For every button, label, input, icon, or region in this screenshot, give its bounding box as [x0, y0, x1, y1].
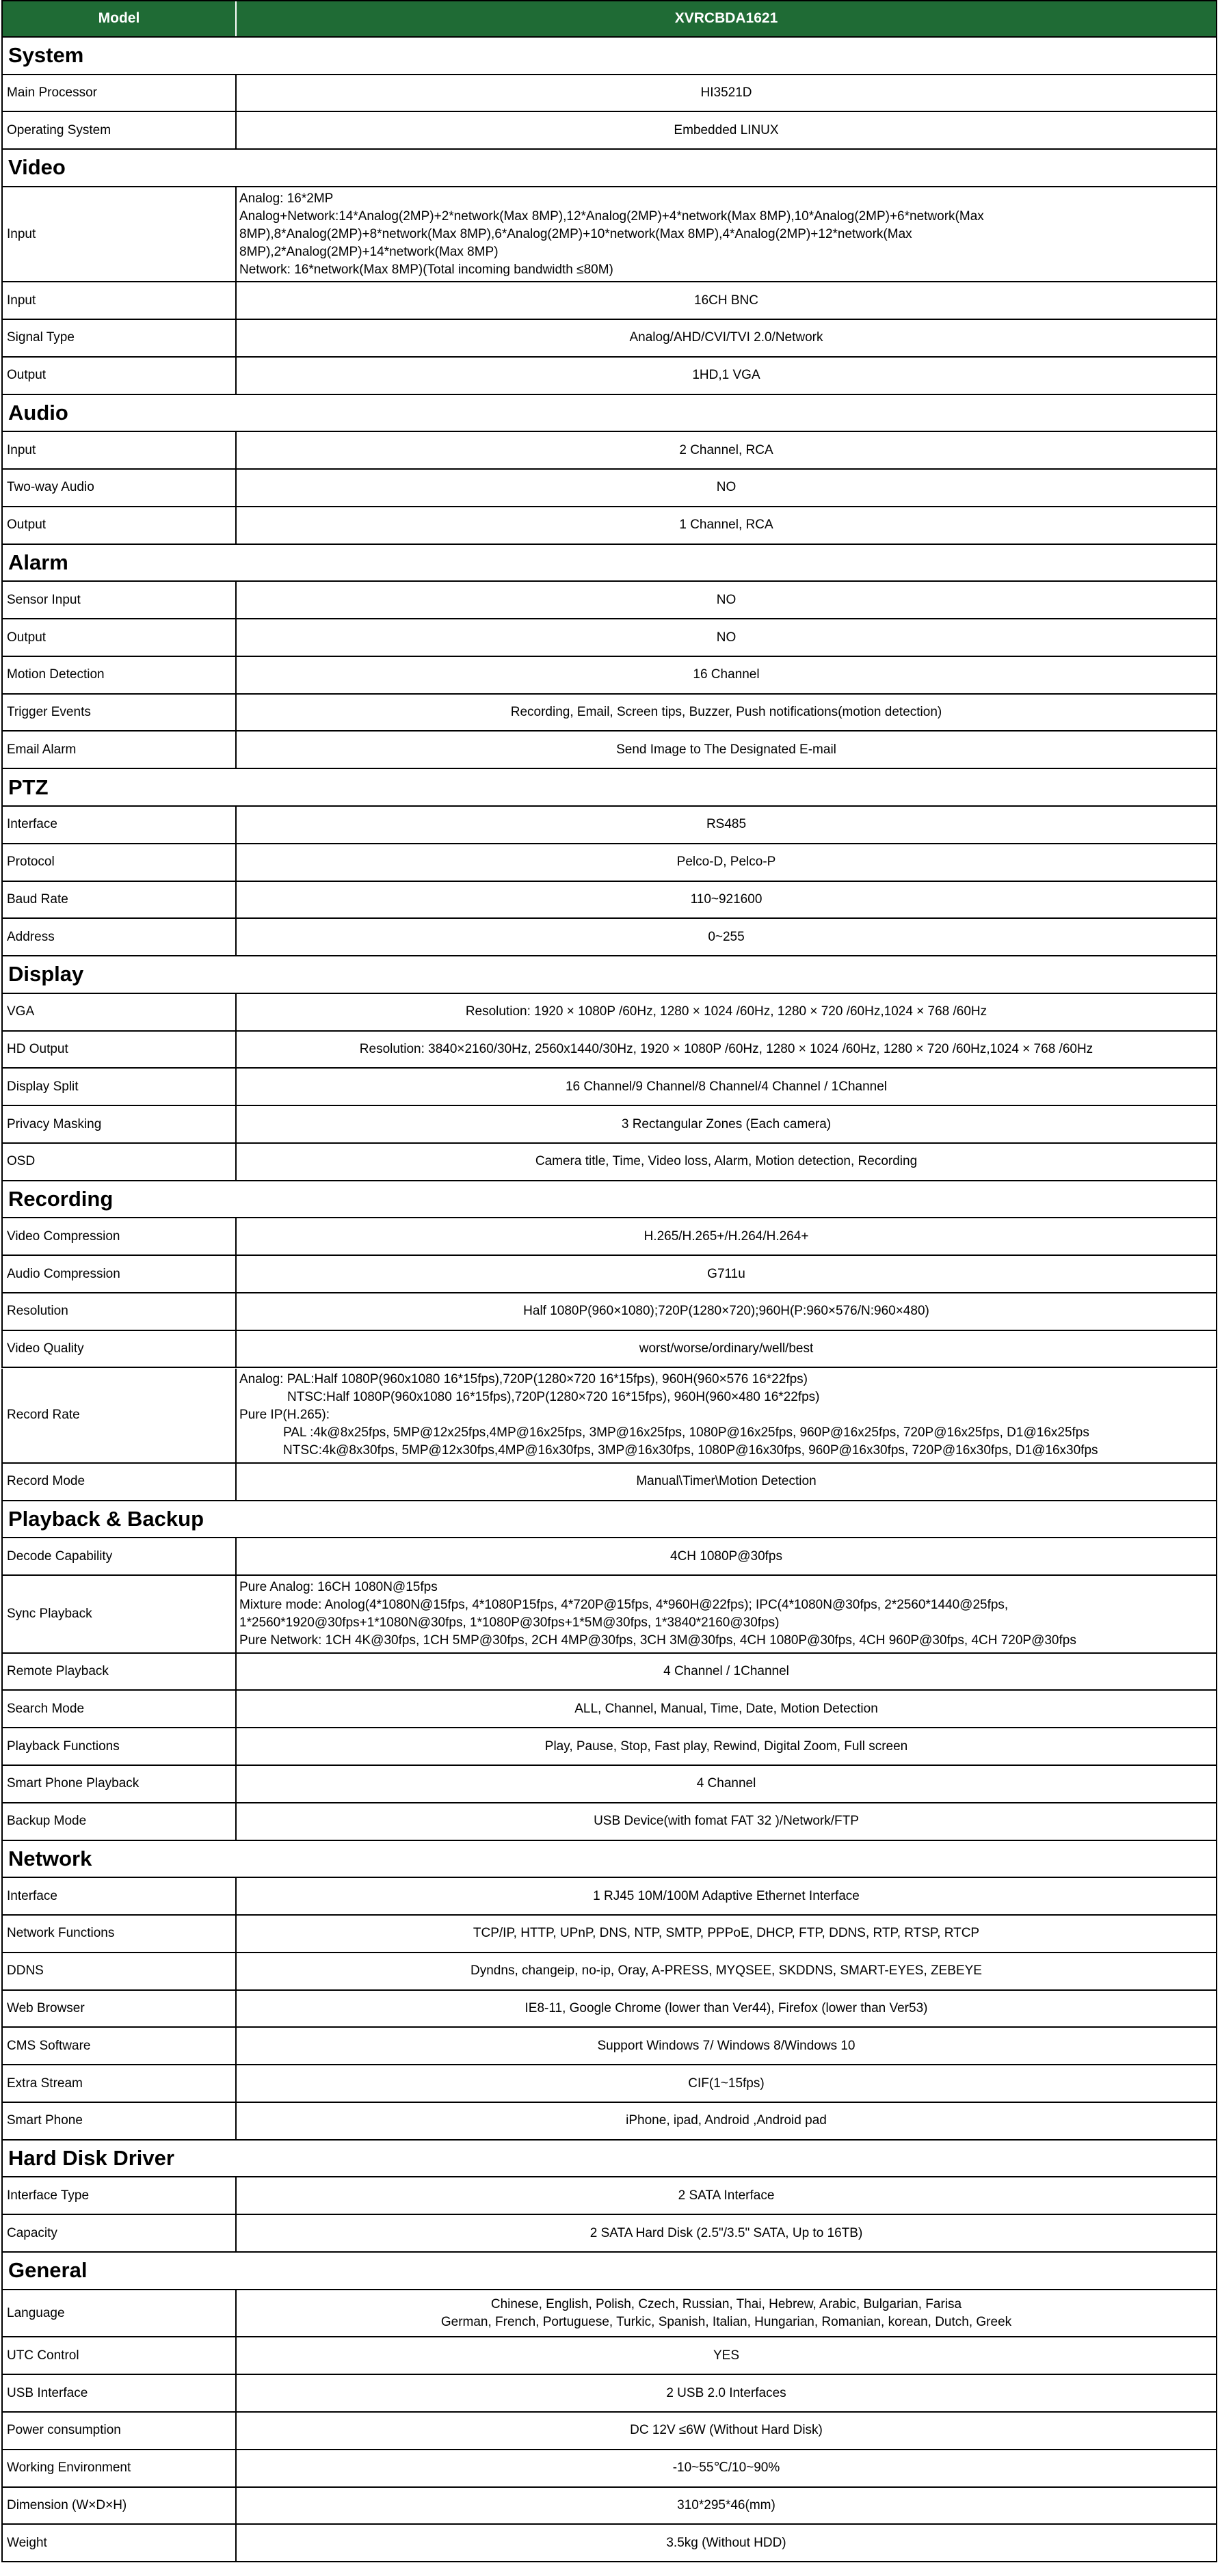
model-value: XVRCBDA1621 — [674, 10, 778, 27]
spec-row — [1, 2525, 1217, 2562]
spec-label: Weight — [3, 2525, 237, 2561]
spec-row — [1, 732, 1217, 769]
spec-row — [1, 1878, 1217, 1916]
spec-row — [1, 2028, 1217, 2065]
spec-value-lines — [239, 1579, 1076, 1650]
spec-row — [1, 1691, 1217, 1728]
spec-label: Output — [3, 619, 237, 656]
spec-value: Resolution: 3840×2160/30Hz, 2560x1440/30Hz, 1920 × 1080P /60Hz, 1280 × 1024 /60Hz, 1280 × 720 /60Hz,1024 × 768 /60Hz — [359, 1041, 1093, 1056]
spec-row — [1, 1464, 1217, 1501]
spec-label: Input — [3, 432, 237, 468]
spec-value-line: NTSC:Half 1080P(960x1080 16*15fps),720P(1280×720 16*15fps), 960H(960×480 16*22fps) — [287, 1390, 820, 1405]
spec-row — [1, 582, 1217, 619]
spec-label: Input — [3, 282, 237, 319]
spec-label: Decode Capability — [3, 1538, 237, 1574]
spec-value — [237, 1576, 1216, 1652]
spec-value: NO — [716, 480, 737, 495]
section-heading-alarm: Alarm — [1, 545, 1217, 582]
spec-row — [1, 1218, 1217, 1256]
spec-row — [1, 1728, 1217, 1766]
spec-label: Resolution — [3, 1293, 237, 1330]
spec-value: HI3521D — [700, 85, 752, 100]
spec-row — [1, 282, 1217, 320]
spec-row — [1, 187, 1217, 282]
spec-value-line: Pure Network: 1CH 4K@30fps, 1CH 5MP@30fps, 2CH 4MP@30fps, 3CH 3M@30fps, 4CH 1080P@30fps, 4CH 960P@30fps, 4CH 720P@30fps — [239, 1633, 1076, 1648]
spec-value: Support Windows 7/ Windows 8/Windows 10 — [597, 2038, 856, 2053]
spec-value: 3 Rectangular Zones (Each camera) — [621, 1116, 832, 1131]
spec-row — [1, 432, 1217, 470]
section-heading-ptz: PTZ — [1, 769, 1217, 807]
spec-label: Main Processor — [3, 75, 237, 111]
spec-value-line: Analog: PAL:Half 1080P(960x1080 16*15fps),720P(1280×720 16*15fps), 960H(960×576 16*22fps) — [239, 1372, 808, 1387]
spec-label: Video Quality — [3, 1331, 237, 1367]
spec-row — [1, 807, 1217, 844]
spec-value: Pelco-D, Pelco-P — [676, 855, 776, 870]
spec-label: Smart Phone Playback — [3, 1766, 237, 1802]
spec-label: Playback Functions — [3, 1728, 237, 1765]
spec-row — [1, 1953, 1217, 1991]
spec-label: Audio Compression — [3, 1256, 237, 1292]
spec-row — [1, 1576, 1217, 1654]
spec-label: USB Interface — [3, 2375, 237, 2411]
spec-value-lines — [239, 190, 984, 279]
spec-label: CMS Software — [3, 2028, 237, 2064]
section-heading-display: Display — [1, 956, 1217, 994]
spec-row — [1, 1144, 1217, 1181]
spec-row — [1, 1032, 1217, 1069]
section-heading-recording: Recording — [1, 1181, 1217, 1219]
spec-label: Sync Playback — [3, 1576, 237, 1652]
spec-row — [1, 695, 1217, 732]
spec-label: Baud Rate — [3, 882, 237, 918]
section-heading-playback-backup: Playback & Backup — [1, 1501, 1217, 1539]
spec-value: H.265/H.265+/H.264/H.264+ — [644, 1229, 809, 1244]
spec-row — [1, 882, 1217, 920]
spec-value: USB Device(with fomat FAT 32 )/Network/FTP — [594, 1814, 859, 1829]
spec-label: Language — [3, 2290, 237, 2337]
spec-row — [1, 2450, 1217, 2488]
spec-row — [1, 2177, 1217, 2215]
spec-value: 1 RJ45 10M/100M Adaptive Ethernet Interface — [593, 1888, 860, 1903]
spec-value: IE8-11, Google Chrome (lower than Ver44), Firefox (lower than Ver53) — [525, 2001, 928, 2015]
spec-value-line: Analog+Network:14*Analog(2MP)+2*network(Max 8MP),12*Analog(2MP)+4*network(Max 8MP),10*Analog(2MP)+6*network(Max — [239, 209, 984, 224]
spec-label: Backup Mode — [3, 1803, 237, 1840]
spec-label: Display Split — [3, 1069, 237, 1105]
spec-row — [1, 2413, 1217, 2450]
spec-row — [1, 1916, 1217, 1953]
spec-row — [1, 2103, 1217, 2141]
spec-row — [1, 1106, 1217, 1144]
spec-row — [1, 1331, 1217, 1369]
spec-row — [1, 2488, 1217, 2525]
spec-label: Output — [3, 358, 237, 394]
spec-label: Web Browser — [3, 1991, 237, 2027]
section-heading-general: General — [1, 2253, 1217, 2290]
spec-value: Embedded LINUX — [674, 122, 779, 137]
section-heading-hard-disk-driver: Hard Disk Driver — [1, 2141, 1217, 2178]
spec-value: 110~921600 — [690, 891, 762, 907]
spec-row — [1, 320, 1217, 358]
spec-value-line: Network: 16*network(Max 8MP)(Total incoming bandwidth ≤80M) — [239, 262, 613, 277]
spec-row — [1, 1654, 1217, 1691]
spec-value: 1 Channel, RCA — [679, 518, 773, 533]
spec-label: Network Functions — [3, 1916, 237, 1952]
spec-value: ALL, Channel, Manual, Time, Date, Motion Detection — [574, 1701, 878, 1716]
spec-value: Manual\Timer\Motion Detection — [636, 1474, 817, 1489]
spec-row — [1, 358, 1217, 395]
spec-row — [1, 1991, 1217, 2028]
spec-value: 2 Channel, RCA — [679, 442, 773, 457]
spec-value: Dyndns, changeip, no-ip, Oray, A-PRESS, MYQSEE, SKDDNS, SMART-EYES, ZEBEYE — [470, 1963, 982, 1978]
spec-value: 3.5kg (Without HDD) — [666, 2535, 786, 2550]
spec-row — [1, 1293, 1217, 1331]
spec-label: Interface — [3, 1878, 237, 1914]
spec-value-lines — [441, 2296, 1011, 2331]
spec-value-line: 8MP),8*Analog(2MP)+8*network(Max 8MP),6*Analog(2MP)+10*network(Max 8MP),4*Analog(2MP)+12*network(Max — [239, 226, 912, 241]
spec-row — [1, 1369, 1217, 1464]
spec-value: 310*295*46(mm) — [677, 2497, 775, 2512]
spec-value: Camera title, Time, Video loss, Alarm, Motion detection, Recording — [535, 1154, 918, 1169]
spec-label: Input — [3, 187, 237, 281]
spec-label: Address — [3, 919, 237, 955]
spec-label: VGA — [3, 994, 237, 1030]
spec-label: Sensor Input — [3, 582, 237, 618]
spec-value-line: NTSC:4k@8x30fps, 5MP@12x30fps,4MP@16x30fps, 3MP@16x30fps, 1080P@16x30fps, 960P@16x30fps, 720P@16x30fps, D1@16x30fps — [283, 1443, 1098, 1458]
spec-value: 16CH BNC — [694, 293, 758, 308]
spec-row — [1, 1069, 1217, 1106]
section-heading-video: Video — [1, 150, 1217, 187]
spec-row — [1, 1538, 1217, 1576]
spec-row — [1, 1766, 1217, 1803]
spec-value: NO — [716, 592, 737, 607]
spec-label: Search Mode — [3, 1691, 237, 1727]
spec-label: Remote Playback — [3, 1654, 237, 1690]
spec-value — [237, 1369, 1216, 1462]
spec-label: Email Alarm — [3, 732, 237, 768]
spec-value: YES — [713, 2348, 740, 2363]
spec-value-line: 1*2560*1920@30fps+1*1080N@30fps, 1*1080P@30fps+1*5M@30fps, 1*3840*2160@30fps) — [239, 1615, 780, 1630]
spec-label: UTC Control — [3, 2337, 237, 2374]
spec-value: 16 Channel — [693, 667, 760, 682]
spec-value: DC 12V ≤6W (Without Hard Disk) — [630, 2423, 823, 2438]
spec-value: Send Image to The Designated E-mail — [616, 742, 836, 757]
spec-label: Interface Type — [3, 2177, 237, 2214]
spec-value: -10~55℃/10~90% — [672, 2460, 780, 2476]
spec-row — [1, 2337, 1217, 2375]
spec-value: Play, Pause, Stop, Fast play, Rewind, Digital Zoom, Full screen — [544, 1739, 908, 1754]
spec-value-line: PAL :4k@8x25fps, 5MP@12x25fps,4MP@16x25fps, 3MP@16x25fps, 1080P@16x25fps, 960P@16x25fps, 720P@16x25fps, D1@16x25fps — [283, 1425, 1089, 1440]
spec-value: 2 SATA Hard Disk (2.5"/3.5" SATA, Up to 16TB) — [589, 2225, 863, 2240]
spec-value: worst/worse/ordinary/well/best — [639, 1341, 814, 1356]
spec-value: Analog/AHD/CVI/TVI 2.0/Network — [629, 330, 823, 345]
spec-value-line: Pure Analog: 16CH 1080N@15fps — [239, 1579, 438, 1594]
spec-row — [1, 2065, 1217, 2103]
spec-label: Protocol — [3, 844, 237, 881]
spec-value-line: 8MP),2*Analog(2MP)+14*network(Max 8MP) — [239, 244, 499, 259]
spec-label: Operating System — [3, 112, 237, 148]
spec-row — [1, 657, 1217, 695]
spec-label: Video Compression — [3, 1218, 237, 1255]
spec-row — [1, 2375, 1217, 2413]
spec-label: Extra Stream — [3, 2065, 237, 2102]
spec-label: Motion Detection — [3, 657, 237, 693]
spec-row — [1, 619, 1217, 657]
spec-value: 4 Channel / 1Channel — [663, 1664, 789, 1679]
spec-value-line: Pure IP(H.265): — [239, 1408, 330, 1423]
spec-value: 4 Channel — [696, 1776, 756, 1791]
spec-value: Half 1080P(960×1080);720P(1280×720);960H(P:960×576/N:960×480) — [523, 1304, 929, 1319]
table-header-row — [1, 0, 1217, 38]
section-heading-network: Network — [1, 1841, 1217, 1879]
spec-label: OSD — [3, 1144, 237, 1180]
spec-value: 2 USB 2.0 Interfaces — [666, 2385, 786, 2400]
spec-row — [1, 507, 1217, 545]
spec-value: 4CH 1080P@30fps — [670, 1548, 782, 1564]
spec-value-line: Chinese, English, Polish, Czech, Russian, Thai, Hebrew, Arabic, Bulgarian, Farisa — [490, 2296, 962, 2311]
spec-value: 2 SATA Interface — [678, 2188, 775, 2203]
spec-label: Working Environment — [3, 2450, 237, 2486]
spec-value: RS485 — [706, 817, 747, 832]
spec-value: TCP/IP, HTTP, UPnP, DNS, NTP, SMTP, PPPoE, DHCP, FTP, DDNS, RTP, RTSP, RTCP — [473, 1926, 980, 1941]
spec-value: Resolution: 1920 × 1080P /60Hz, 1280 × 1024 /60Hz, 1280 × 720 /60Hz,1024 × 768 /60Hz — [465, 1004, 987, 1019]
spec-value: iPhone, ipad, Android ,Android pad — [626, 2113, 827, 2128]
spec-row — [1, 994, 1217, 1032]
spec-row — [1, 1256, 1217, 1293]
spec-value: 1HD,1 VGA — [692, 368, 760, 383]
spec-value-lines — [239, 1371, 1098, 1460]
spec-row — [1, 919, 1217, 956]
spec-row — [1, 470, 1217, 507]
spec-label: Dimension (W×D×H) — [3, 2488, 237, 2524]
spec-label: Record Rate — [3, 1369, 237, 1462]
spec-value-line: Mixture mode: Anolog(4*1080N@15fps, 4*1080P15fps, 4*720P@15fps, 4*960H@22fps); IPC(4*1080N@30fps, 2*2560*1440@25fps, — [239, 1597, 1009, 1612]
section-heading-audio: Audio — [1, 395, 1217, 433]
spec-label: Privacy Masking — [3, 1106, 237, 1142]
spec-label: Output — [3, 507, 237, 544]
spec-value — [237, 187, 1216, 281]
spec-value: 0~255 — [708, 929, 745, 944]
spec-row — [1, 112, 1217, 150]
spec-label: Two-way Audio — [3, 470, 237, 506]
spec-value: CIF(1~15fps) — [688, 2076, 765, 2091]
spec-row — [1, 844, 1217, 882]
section-heading-system: System — [1, 38, 1217, 75]
spec-row — [1, 2290, 1217, 2338]
model-label: Model — [3, 1, 237, 36]
spec-label: HD Output — [3, 1032, 237, 1068]
spec-label: DDNS — [3, 1953, 237, 1989]
spec-label: Record Mode — [3, 1464, 237, 1500]
spec-value: NO — [716, 630, 737, 645]
spec-label: Smart Phone — [3, 2103, 237, 2139]
spec-label: Signal Type — [3, 320, 237, 356]
spec-value — [237, 2290, 1216, 2337]
spec-value-line: Analog: 16*2MP — [239, 191, 334, 206]
spec-label: Capacity — [3, 2215, 237, 2251]
spec-value: Recording, Email, Screen tips, Buzzer, Push notifications(motion detection) — [510, 705, 942, 720]
spec-label: Interface — [3, 807, 237, 843]
spec-value-line: German, French, Portuguese, Turkic, Spanish, Italian, Hungarian, Romanian, korean, Dutch, Greek — [440, 2314, 1012, 2329]
spec-value: G711u — [707, 1266, 745, 1281]
spec-value: 16 Channel/9 Channel/8 Channel/4 Channel / 1Channel — [565, 1079, 888, 1094]
spec-row — [1, 75, 1217, 113]
spec-label: Power consumption — [3, 2413, 237, 2449]
spec-row — [1, 1803, 1217, 1841]
spec-row — [1, 2215, 1217, 2253]
spec-label: Trigger Events — [3, 695, 237, 731]
